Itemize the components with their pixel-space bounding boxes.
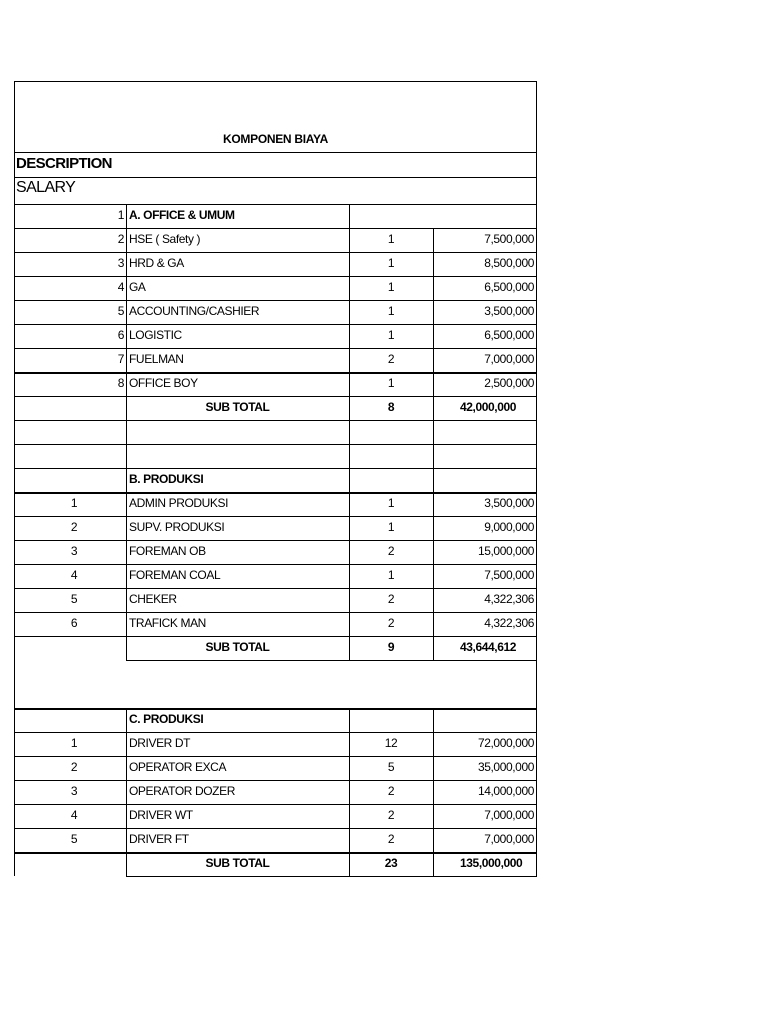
row-qty: 1	[387, 496, 395, 510]
row-number: 4	[70, 568, 78, 582]
row-name: FOREMAN COAL	[129, 568, 221, 582]
grid-line	[126, 804, 127, 828]
grid-line	[14, 780, 537, 781]
grid-line	[14, 324, 537, 325]
row-amount: 6,500,000	[484, 328, 534, 342]
grid-line	[126, 588, 127, 612]
row-number: 3	[70, 544, 78, 558]
grid-line	[126, 204, 127, 228]
grid-line	[126, 756, 127, 780]
grid-line	[126, 516, 127, 540]
grid-line	[14, 516, 537, 517]
subtotal-amount: 43,644,612	[460, 640, 517, 654]
grid-line	[433, 636, 434, 660]
grid-line	[349, 756, 350, 780]
grid-line	[349, 708, 350, 732]
row-amount: 3,500,000	[484, 496, 534, 510]
grid-line	[126, 396, 127, 420]
grid-line	[14, 444, 537, 445]
grid-line	[126, 540, 127, 564]
grid-line	[433, 348, 434, 372]
grid-line	[126, 876, 537, 877]
grid-line	[433, 372, 434, 396]
row-qty: 1	[387, 256, 395, 270]
grid-line	[349, 420, 350, 444]
grid-line	[349, 228, 350, 252]
grid-line	[14, 612, 537, 613]
row-amount: 9,000,000	[484, 520, 534, 534]
grid-line	[349, 612, 350, 636]
grid-line	[433, 756, 434, 780]
grid-line	[14, 540, 537, 541]
grid-line	[14, 492, 537, 494]
row-name: GA	[129, 280, 146, 294]
grid-line	[349, 492, 350, 516]
grid-line	[433, 780, 434, 804]
row-amount: 3,500,000	[484, 304, 534, 318]
grid-line	[433, 588, 434, 612]
salary-label: SALARY	[16, 179, 76, 196]
grid-line	[349, 468, 350, 492]
grid-line	[433, 828, 434, 852]
subtotal-label: SUB TOTAL	[205, 400, 270, 414]
row-qty: 1	[387, 280, 395, 294]
grid-line	[349, 852, 350, 876]
grid-line	[349, 276, 350, 300]
grid-line	[14, 252, 537, 253]
grid-line	[126, 636, 127, 660]
row-amount: 6,500,000	[484, 280, 534, 294]
grid-line	[349, 204, 350, 228]
grid-line	[14, 396, 537, 397]
grid-line	[126, 852, 127, 876]
grid-line	[14, 276, 537, 277]
row-name: HRD & GA	[129, 256, 184, 270]
grid-line	[126, 228, 127, 252]
row-qty: 2	[387, 832, 395, 846]
grid-line	[14, 152, 537, 153]
grid-line	[433, 852, 434, 876]
grid-line	[433, 732, 434, 756]
grid-line	[14, 300, 537, 301]
row-amount: 72,000,000	[477, 736, 534, 750]
description-label: DESCRIPTION	[16, 155, 112, 172]
row-number: 6	[117, 328, 124, 342]
row-name: OFFICE BOY	[129, 376, 198, 390]
row-name: LOGISTIC	[129, 328, 182, 342]
row-number: 1	[70, 736, 78, 750]
row-number: 4	[70, 808, 78, 822]
subtotal-qty: 8	[387, 400, 395, 414]
row-qty: 2	[387, 616, 395, 630]
grid-line	[126, 444, 127, 468]
grid-line	[126, 300, 127, 324]
grid-line	[14, 852, 537, 854]
row-qty: 2	[387, 544, 395, 558]
grid-line	[349, 588, 350, 612]
subtotal-qty: 23	[384, 856, 398, 870]
row-qty: 12	[384, 736, 398, 750]
grid-line	[433, 708, 434, 732]
row-qty: 2	[387, 352, 395, 366]
grid-line	[14, 420, 537, 421]
row-name: HSE ( Safety )	[129, 232, 201, 246]
grid-line	[14, 468, 537, 469]
grid-line	[433, 468, 434, 492]
grid-line	[14, 804, 537, 805]
subtotal-label: SUB TOTAL	[205, 856, 270, 870]
grid-line	[433, 612, 434, 636]
subtotal-label: SUB TOTAL	[205, 640, 270, 654]
row-qty: 2	[387, 784, 395, 798]
grid-line	[126, 732, 127, 756]
row-name: DRIVER DT	[129, 736, 191, 750]
grid-line	[433, 396, 434, 420]
grid-line	[349, 564, 350, 588]
grid-line	[433, 324, 434, 348]
grid-line	[14, 636, 537, 637]
row-qty: 1	[387, 520, 395, 534]
row-number: 5	[117, 304, 124, 318]
grid-line	[14, 564, 537, 565]
grid-line	[126, 564, 127, 588]
grid-line	[14, 372, 537, 374]
row-name: FUELMAN	[129, 352, 184, 366]
grid-line	[349, 396, 350, 420]
grid-line	[349, 732, 350, 756]
row-amount: 7,000,000	[484, 352, 534, 366]
row-number: 7	[117, 352, 124, 366]
row-number: 2	[117, 232, 124, 246]
row-number: 4	[117, 280, 124, 294]
row-name: ADMIN PRODUKSI	[129, 496, 229, 510]
row-name: SUPV. PRODUKSI	[129, 520, 225, 534]
grid-line	[126, 612, 127, 636]
row-name: ACCOUNTING/CASHIER	[129, 304, 260, 318]
row-amount: 4,322,306	[484, 616, 534, 630]
grid-line	[349, 300, 350, 324]
grid-line	[349, 444, 350, 468]
grid-line	[14, 228, 537, 229]
grid-line	[14, 708, 537, 710]
row-qty: 1	[387, 328, 395, 342]
grid-line	[433, 540, 434, 564]
row-amount: 7,000,000	[484, 832, 534, 846]
subtotal-amount: 42,000,000	[460, 400, 517, 414]
grid-line	[349, 348, 350, 372]
grid-line	[349, 252, 350, 276]
grid-line	[126, 420, 127, 444]
grid-line	[433, 516, 434, 540]
grid-line	[349, 540, 350, 564]
grid-line	[14, 732, 537, 733]
subtotal-amount: 135,000,000	[460, 856, 523, 870]
row-qty: 2	[387, 808, 395, 822]
row-number: 5	[70, 832, 78, 846]
grid-line	[126, 372, 127, 396]
row-amount: 35,000,000	[477, 760, 534, 774]
row-qty: 1	[387, 232, 395, 246]
row-number: 5	[70, 592, 78, 606]
row-name: DRIVER FT	[129, 832, 189, 846]
row-number: 6	[70, 616, 78, 630]
table-top-border	[14, 81, 537, 82]
row-amount: 2,500,000	[484, 376, 534, 390]
grid-line	[349, 324, 350, 348]
subtotal-qty: 9	[387, 640, 395, 654]
grid-line	[126, 468, 127, 492]
grid-line	[14, 348, 537, 349]
grid-line	[126, 276, 127, 300]
row-amount: 7,500,000	[484, 232, 534, 246]
row-name: OPERATOR EXCA	[129, 760, 227, 774]
row-amount: 7,000,000	[484, 808, 534, 822]
grid-line	[14, 177, 537, 178]
grid-line	[349, 372, 350, 396]
grid-line	[433, 444, 434, 468]
row-qty: 1	[387, 304, 395, 318]
row-number: 1	[70, 496, 78, 510]
grid-line	[433, 228, 434, 252]
grid-line	[433, 300, 434, 324]
grid-line	[433, 492, 434, 516]
row-qty: 1	[387, 568, 395, 582]
row-amount: 7,500,000	[484, 568, 534, 582]
row-amount: 14,000,000	[477, 784, 534, 798]
row-qty: 2	[387, 592, 395, 606]
row-number: 2	[70, 520, 78, 534]
grid-line	[349, 516, 350, 540]
row-number: 8	[117, 376, 124, 390]
row-qty: 1	[387, 376, 395, 390]
grid-line	[349, 804, 350, 828]
grid-line	[126, 252, 127, 276]
grid-line	[126, 348, 127, 372]
row-name: FOREMAN OB	[129, 544, 206, 558]
grid-line	[126, 660, 537, 661]
section-header-c: C. PRODUKSI	[129, 712, 204, 726]
grid-line	[126, 828, 127, 852]
row-name: OPERATOR DOZER	[129, 784, 235, 798]
table-title: KOMPONEN BIAYA	[223, 132, 328, 146]
row-number: 2	[70, 760, 78, 774]
grid-line	[349, 780, 350, 804]
row-number: 3	[70, 784, 78, 798]
grid-line	[349, 828, 350, 852]
row-amount: 8,500,000	[484, 256, 534, 270]
row-name: CHEKER	[129, 592, 177, 606]
row-amount: 15,000,000	[477, 544, 534, 558]
grid-line	[433, 804, 434, 828]
section-header-a: A. OFFICE & UMUM	[129, 208, 235, 222]
grid-line	[433, 564, 434, 588]
grid-line	[14, 756, 537, 757]
grid-line	[14, 588, 537, 589]
section-header-b: B. PRODUKSI	[129, 472, 204, 486]
grid-line	[433, 420, 434, 444]
grid-line	[126, 324, 127, 348]
grid-line	[349, 636, 350, 660]
grid-line	[126, 708, 127, 732]
grid-line	[433, 252, 434, 276]
row-number: 1	[117, 208, 124, 222]
row-name: DRIVER WT	[129, 808, 193, 822]
grid-line	[433, 276, 434, 300]
grid-line	[126, 492, 127, 516]
grid-line	[126, 780, 127, 804]
row-name: TRAFICK MAN	[129, 616, 206, 630]
row-qty: 5	[387, 760, 395, 774]
grid-line	[14, 204, 537, 205]
grid-line	[14, 828, 537, 829]
row-amount: 4,322,306	[484, 592, 534, 606]
row-number: 3	[117, 256, 124, 270]
